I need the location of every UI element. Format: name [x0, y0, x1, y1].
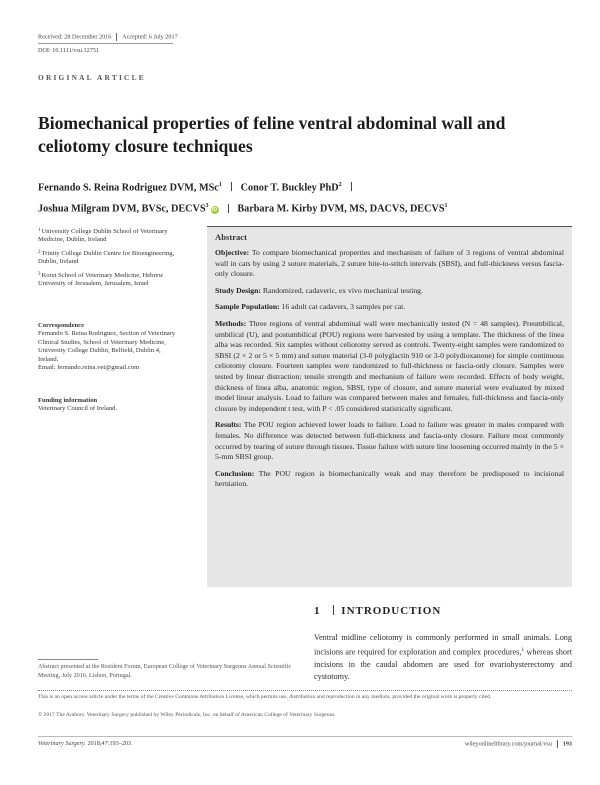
abstract-results: Results: The POU region achieved lower loads to failure. Load to failure was greater in males compared with females. No difference was detected between full-thickness and fascia-only closure. Failure most commonly occurred by tearing of suture through tissues. Tissue failure with suture line loosening occurred mainly in the 5 × 5-mm SBSI group.: [215, 420, 564, 462]
correspondence-heading: Correspondence: [38, 322, 85, 329]
abstract-box: [207, 226, 572, 587]
author-sup: 1: [218, 182, 222, 188]
affiliation: $^3$Koret School of Veterinary Medicine, Hebrew University of Jerusalem, Jerusalem, Israel: [38, 271, 164, 288]
author-row-2: [38, 197, 578, 218]
funding-info: [38, 397, 178, 414]
author-row-1: [38, 176, 578, 197]
author-sup: 3: [205, 203, 209, 210]
license-divider: [38, 690, 572, 691]
correspondence: [38, 322, 178, 372]
heading-divider: [333, 605, 334, 615]
author-name[interactable]: Joshua Milgram DVM, BVSc, DECVS: [38, 203, 206, 215]
license-note: This is an open access article under the terms of the Creative Commons Attribution License, which permits use, distribution and reproduction in any medium, provided the original work is properly cited.: [38, 694, 492, 700]
funding-text: Veterinary Council of Ireland.: [38, 405, 118, 413]
orcid-icon[interactable]: iD: [212, 206, 218, 213]
author-divider: [231, 182, 232, 191]
intro-paragraph: Ventral midline celiotomy is commonly performed in small animals. Long incisions are required for exploration and complex procedures,$^1$ whereas short incisions in the caudal abdomen are used for ovariohysterectomy and cystotomy.: [314, 633, 573, 682]
correspondence-text: Fernando S. Reina Rodriguez, Section of Veterinary Clinical Studies, School of Veterinary Medicine, University College Dublin, Belfield, Dublin 4, Ireland.: [38, 330, 176, 363]
affiliations: [38, 227, 178, 292]
section-heading-introduction: [314, 605, 441, 617]
journal-name: Veterinary Surgery.: [38, 740, 86, 747]
received-date: Received: 28 December 2016: [38, 33, 112, 41]
journal-url[interactable]: wileyonlinelibrary.com/journal/vsu: [464, 740, 552, 748]
page-number: 193: [562, 740, 572, 748]
author-name[interactable]: Fernando S. Reina Rodriguez DVM, MSc: [38, 182, 219, 194]
abstract-heading: Abstract: [215, 232, 247, 242]
funding-heading: Funding information: [38, 397, 98, 404]
article-title: Biomechanical properties of feline ventral abdominal wall and celiotomy closure techniques: [38, 113, 506, 156]
author-divider: [228, 204, 229, 213]
footer-citation: [38, 740, 133, 747]
affiliation: $^2$Trinity College Dublin Centre for Bioengineering, Dublin, Ireland: [38, 249, 175, 266]
footnote-rule: [38, 659, 98, 660]
accepted-date: Accepted: 6 July 2017: [122, 33, 178, 41]
article-dates: [38, 33, 178, 41]
author-list: [38, 176, 578, 219]
section-number: 1: [314, 605, 321, 617]
divider: [557, 740, 558, 748]
author-divider: [351, 182, 352, 191]
footer-rule: [38, 736, 572, 737]
abstract-objective: Objective: To compare biomechanical properties and mechanism of failure of 3 regions of ventral abdominal wall in cats by using 2 suture materials, 2 suture bite-to-stitch intervals (SBSI), and full-thickness versus fascia-only closure.: [215, 248, 564, 279]
author-sup: 1: [444, 203, 448, 210]
citation: 2018;47:193–203.: [85, 740, 133, 747]
divider: [116, 33, 117, 41]
author-name[interactable]: Barbara M. Kirby DVM, MS, DACVS, DECVS: [237, 203, 445, 215]
section-title: INTRODUCTION: [341, 605, 442, 617]
affiliation: $^1$University College Dublin School of Veterinary Medicine, Dublin, Ireland: [38, 228, 168, 244]
correspondence-email[interactable]: Email: fernando.reina.vet@gmail.com: [38, 364, 140, 372]
article-type-label: ORIGINAL ARTICLE: [38, 73, 146, 82]
author-sup: 2: [338, 182, 342, 188]
abstract-conclusion: Conclusion: The POU region is biomechanically weak and may therefore be predisposed to incisional herniation.: [215, 468, 564, 489]
copyright-note: © 2017 The Authors. Veterinary Surgery published by Wiley Periodicals, Inc. on behalf of American College of Veterinary Surgeons: [38, 712, 335, 718]
abstract-sample-population: Sample Population: 16 adult cat cadavers, 3 samples per cat.: [215, 302, 406, 312]
abstract-study-design: Study Design: Randomized, cadaveric, ex vivo mechanical testing.: [215, 285, 423, 295]
presented-note: Abstract presented at the Resident Forum, European College of Veterinary Surgeons Annual Scientific Meeting, July 2016, Lisbon, Portugal.: [38, 663, 292, 679]
footer-right: [465, 740, 572, 748]
citation-ref[interactable]: 1: [521, 647, 525, 654]
author-name[interactable]: Conor T. Buckley PhD: [240, 182, 339, 194]
abstract-methods: Methods: Three regions of ventral abdominal wall were mechanically tested (N = 48 samples). Preumbilical, umbilical (U), and postumbilical (POU) regions were harvested by using a template. The thickness of the linea alba was recorded. Six samples without celiotomy served as controls. Twenty-eight samples were randomized to SBSI (2 × 2 or 5 × 5 mm) and suture material (3-0 polyglactin 910 or 3-0 polydioxanone) for simple continuous celiotomy closure. Fourteen samples were randomized to full-thickness or fascia-only closure. Samples were tested by linear distraction; tensile strength and mechanism of failure were recorded. Effects of body weight, thickness of linea alba, anatomic region, SBSI, type of closure, and suture material were evaluated by mixed model linear analysis. Load to failure was compared between males and females, full-thickness and fascia-only closure by independent t test, with P < .05 considered statistically significant.: [215, 318, 564, 413]
header-rule: [38, 43, 173, 44]
doi[interactable]: DOI: 10.1111/vsu.12751: [38, 47, 100, 54]
